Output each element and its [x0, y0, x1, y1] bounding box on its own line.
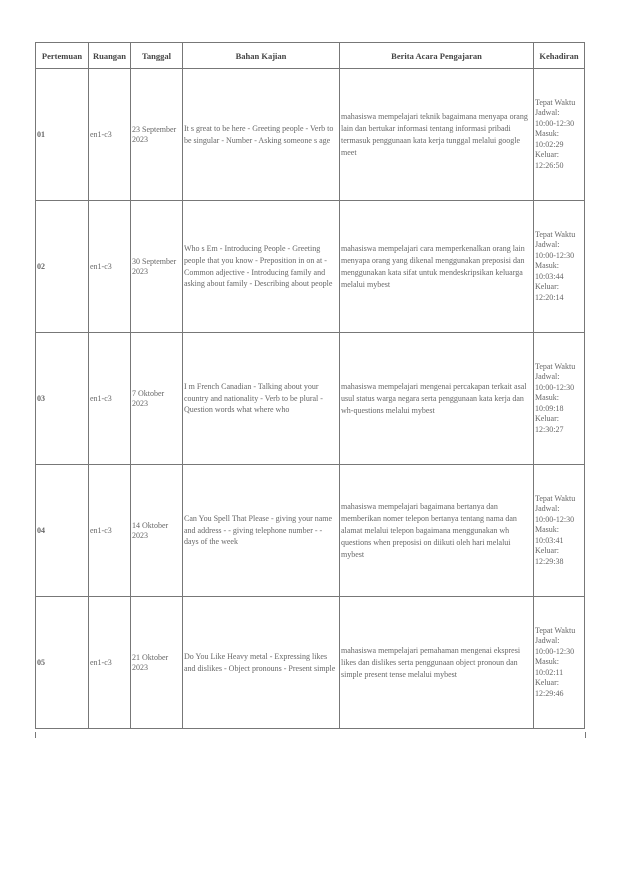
- tanggal-cell: 30 September 2023: [131, 201, 183, 333]
- jadwal-value: 10:00-12:30: [535, 118, 575, 128]
- jadwal-label: Jadwal:: [535, 636, 560, 646]
- teaching-journal-table: [35, 42, 585, 729]
- header-pertemuan: Pertemuan: [36, 43, 89, 69]
- table-continuation-edge: [35, 732, 586, 738]
- masuk-value: 10:09:18: [535, 403, 564, 413]
- ruangan-cell: en1-c3: [89, 597, 131, 729]
- berita-acara-cell: mahasiswa mempelajari cara memperkenalkan orang lain menyapa orang yang dikenal menggunakan preposisi dan menggunakan kata sifat untuk mendeskripsikan keluarga melalui mybest: [340, 201, 534, 333]
- kehadiran-status: Tepat Waktu: [535, 625, 576, 635]
- berita-acara-cell: mahasiswa mempelajari teknik bagaimana menyapa orang lain dan bertukar informasi tentang informasi pribadi termasuk penggunaan kata kerja tunggal melalui google meet: [340, 69, 534, 201]
- keluar-value: 12:29:38: [535, 556, 564, 566]
- jadwal-label: Jadwal:: [535, 372, 560, 382]
- header-tanggal: Tanggal: [131, 43, 183, 69]
- tanggal-cell: 7 Oktober 2023: [131, 333, 183, 465]
- kehadiran-status: Tepat Waktu: [535, 361, 576, 371]
- header-berita-acara: Berita Acara Pengajaran: [340, 43, 534, 69]
- table-row: [36, 201, 585, 333]
- masuk-label: Masuk:: [535, 393, 559, 403]
- pertemuan-cell: 03: [36, 333, 89, 465]
- keluar-value: 12:29:46: [535, 688, 564, 698]
- bahan-kajian-cell: Who s Em - Introducing People - Greeting people that you know - Preposition in on at - Common adjective - Introducing family and asking about family - Describing about people: [183, 201, 340, 333]
- ruangan-cell: en1-c3: [89, 201, 131, 333]
- bahan-kajian-cell: It s great to be here - Greeting people - Verb to be singular - Number - Asking someone s age: [183, 69, 340, 201]
- keluar-value: 12:26:50: [535, 160, 564, 170]
- keluar-label: Keluar:: [535, 414, 559, 424]
- table-row: [36, 465, 585, 597]
- pertemuan-cell: 04: [36, 465, 89, 597]
- tanggal-cell: 23 September 2023: [131, 69, 183, 201]
- bahan-kajian-cell: I m French Canadian - Talking about your country and nationality - Verb to be plural - Question words what where who: [183, 333, 340, 465]
- table-header-row: [36, 43, 585, 69]
- masuk-value: 10:03:44: [535, 271, 564, 281]
- kehadiran-cell: [534, 333, 585, 465]
- ruangan-cell: en1-c3: [89, 465, 131, 597]
- pertemuan-cell: 02: [36, 201, 89, 333]
- tanggal-cell: 21 Oktober 2023: [131, 597, 183, 729]
- kehadiran-status: Tepat Waktu: [535, 493, 576, 503]
- bahan-kajian-cell: Do You Like Heavy metal - Expressing likes and dislikes - Object pronouns - Present simple: [183, 597, 340, 729]
- keluar-label: Keluar:: [535, 546, 559, 556]
- kehadiran-cell: [534, 597, 585, 729]
- masuk-value: 10:02:11: [535, 667, 564, 677]
- kehadiran-status: Tepat Waktu: [535, 97, 576, 107]
- bahan-kajian-cell: Can You Spell That Please - giving your name and address - - giving telephone number - - days of the week: [183, 465, 340, 597]
- keluar-label: Keluar:: [535, 150, 559, 160]
- keluar-label: Keluar:: [535, 282, 559, 292]
- header-kehadiran: Kehadiran: [534, 43, 585, 69]
- jadwal-value: 10:00-12:30: [535, 250, 575, 260]
- jadwal-value: 10:00-12:30: [535, 646, 575, 656]
- masuk-value: 10:03:41: [535, 535, 564, 545]
- masuk-value: 10:02:29: [535, 139, 564, 149]
- table-row: [36, 597, 585, 729]
- pertemuan-cell: 05: [36, 597, 89, 729]
- ruangan-cell: en1-c3: [89, 69, 131, 201]
- table-row: [36, 333, 585, 465]
- berita-acara-cell: mahasiswa mempelajari bagaimana bertanya dan memberikan nomer telepon bertanya tentang nama dan alamat melalui telepon bagaimana menggunakan wh questions when preposisi on diikuti oleh hari melalui mybest: [340, 465, 534, 597]
- keluar-value: 12:30:27: [535, 424, 564, 434]
- kehadiran-cell: [534, 69, 585, 201]
- jadwal-label: Jadwal:: [535, 108, 560, 118]
- jadwal-value: 10:00-12:30: [535, 382, 575, 392]
- kehadiran-cell: [534, 201, 585, 333]
- kehadiran-cell: [534, 465, 585, 597]
- ruangan-cell: en1-c3: [89, 333, 131, 465]
- berita-acara-cell: mahasiswa mempelajari pemahaman mengenai ekspresi likes dan dislikes serta penggunaan object pronoun dan simple present tense melalui mybest: [340, 597, 534, 729]
- tanggal-cell: 14 Oktober 2023: [131, 465, 183, 597]
- pertemuan-cell: 01: [36, 69, 89, 201]
- header-bahan-kajian: Bahan Kajian: [183, 43, 340, 69]
- keluar-label: Keluar:: [535, 678, 559, 688]
- attendance-sheet: [35, 42, 584, 729]
- header-ruangan: Ruangan: [89, 43, 131, 69]
- masuk-label: Masuk:: [535, 129, 559, 139]
- keluar-value: 12:20:14: [535, 292, 564, 302]
- masuk-label: Masuk:: [535, 657, 559, 667]
- masuk-label: Masuk:: [535, 525, 559, 535]
- jadwal-value: 10:00-12:30: [535, 514, 575, 524]
- jadwal-label: Jadwal:: [535, 504, 560, 514]
- masuk-label: Masuk:: [535, 261, 559, 271]
- jadwal-label: Jadwal:: [535, 240, 560, 250]
- table-row: [36, 69, 585, 201]
- berita-acara-cell: mahasiswa mempelajari mengenai percakapan terkait asal usul status warga negara serta penggunaan kata kerja dan wh-questions melalui mybest: [340, 333, 534, 465]
- kehadiran-status: Tepat Waktu: [535, 229, 576, 239]
